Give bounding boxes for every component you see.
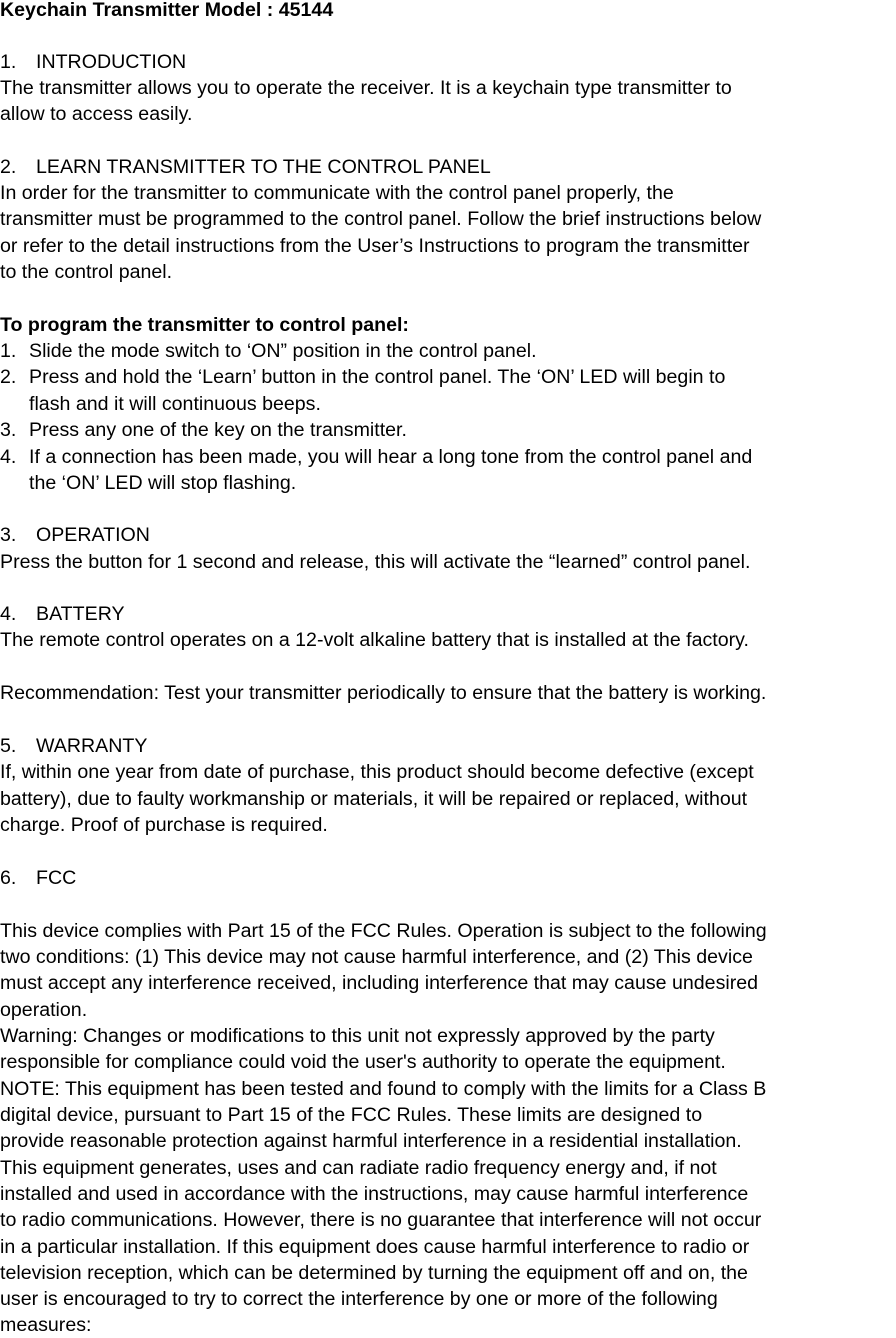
document-title: Keychain Transmitter Model : 45144	[0, 0, 334, 21]
program-heading: To program the transmitter to control panel:	[0, 314, 409, 336]
paragraph-line: or refer to the detail instructions from the User’s Instructions to program the transmitter	[0, 235, 750, 257]
paragraph-line: digital device, pursuant to Part 15 of the FCC Rules. These limits are designed to	[0, 1104, 703, 1126]
paragraph-line: charge. Proof of purchase is required.	[0, 814, 328, 836]
battery-recommendation: Recommendation: Test your transmitter periodically to ensure that the battery is working.	[0, 682, 767, 704]
list-item: 2. Press and hold the ‘Learn’ button in the control panel. The ‘ON’ LED will begin to	[0, 366, 726, 388]
paragraph-line: user is encouraged to try to correct the interference by one or more of the following	[0, 1288, 718, 1310]
paragraph-line: transmitter must be programmed to the control panel. Follow the brief instructions below	[0, 208, 762, 230]
paragraph-line: This device complies with Part 15 of the FCC Rules. Operation is subject to the following	[0, 920, 767, 942]
paragraph-line: In order for the transmitter to communicate with the control panel properly, the	[0, 182, 674, 204]
list-item: 1. Slide the mode switch to ‘ON” position in the control panel.	[0, 340, 537, 362]
list-item: 3. Press any one of the key on the transmitter.	[0, 419, 407, 441]
paragraph-line: to the control panel.	[0, 261, 173, 283]
paragraph-line: Press the button for 1 second and release, this will activate the “learned” control panel.	[0, 551, 751, 573]
paragraph-line: responsible for compliance could void the user's authority to operate the equipment.	[0, 1051, 726, 1073]
paragraph-line: must accept any interference received, including interference that may cause undesired	[0, 972, 759, 994]
paragraph-line: measures:	[0, 1314, 92, 1336]
section-heading-fcc: 6. FCC	[0, 867, 77, 889]
section-heading-introduction: 1. INTRODUCTION	[0, 51, 187, 73]
paragraph-line: Warning: Changes or modifications to this unit not expressly approved by the party	[0, 1025, 715, 1047]
paragraph-line: This equipment generates, uses and can radiate radio frequency energy and, if not	[0, 1157, 717, 1179]
paragraph-line: operation.	[0, 999, 88, 1021]
list-item-continuation: the ‘ON’ LED will stop flashing.	[29, 472, 297, 494]
paragraph-line: battery), due to faulty workmanship or materials, it will be repaired or replaced, without	[0, 788, 748, 810]
paragraph-line: NOTE: This equipment has been tested and found to comply with the limits for a Class B	[0, 1078, 767, 1100]
section-heading-warranty: 5. WARRANTY	[0, 735, 148, 757]
paragraph-line: The remote control operates on a 12-volt alkaline battery that is installed at the factory.	[0, 629, 749, 651]
paragraph-line: two conditions: (1) This device may not cause harmful interference, and (2) This device	[0, 946, 753, 968]
list-item: 4. If a connection has been made, you will hear a long tone from the control panel and	[0, 446, 753, 468]
section-heading-battery: 4. BATTERY	[0, 603, 125, 625]
paragraph-line: television reception, which can be determined by turning the equipment off and on, the	[0, 1262, 748, 1284]
paragraph-line: in a particular installation. If this equipment does cause harmful interference to radio or	[0, 1236, 750, 1258]
paragraph-line: The transmitter allows you to operate the receiver. It is a keychain type transmitter to	[0, 77, 732, 99]
paragraph-line: If, within one year from date of purchase, this product should become defective (except	[0, 761, 754, 783]
paragraph-line: provide reasonable protection against harmful interference in a residential installation.	[0, 1130, 742, 1152]
section-heading-learn: 2. LEARN TRANSMITTER TO THE CONTROL PANEL	[0, 156, 491, 178]
paragraph-line: to radio communications. However, there is no guarantee that interference will not occur	[0, 1209, 762, 1231]
list-item-continuation: flash and it will continuous beeps.	[29, 393, 321, 415]
paragraph-line: installed and used in accordance with the instructions, may cause harmful interference	[0, 1183, 749, 1205]
section-heading-operation: 3. OPERATION	[0, 524, 150, 546]
paragraph-line: allow to access easily.	[0, 103, 193, 125]
